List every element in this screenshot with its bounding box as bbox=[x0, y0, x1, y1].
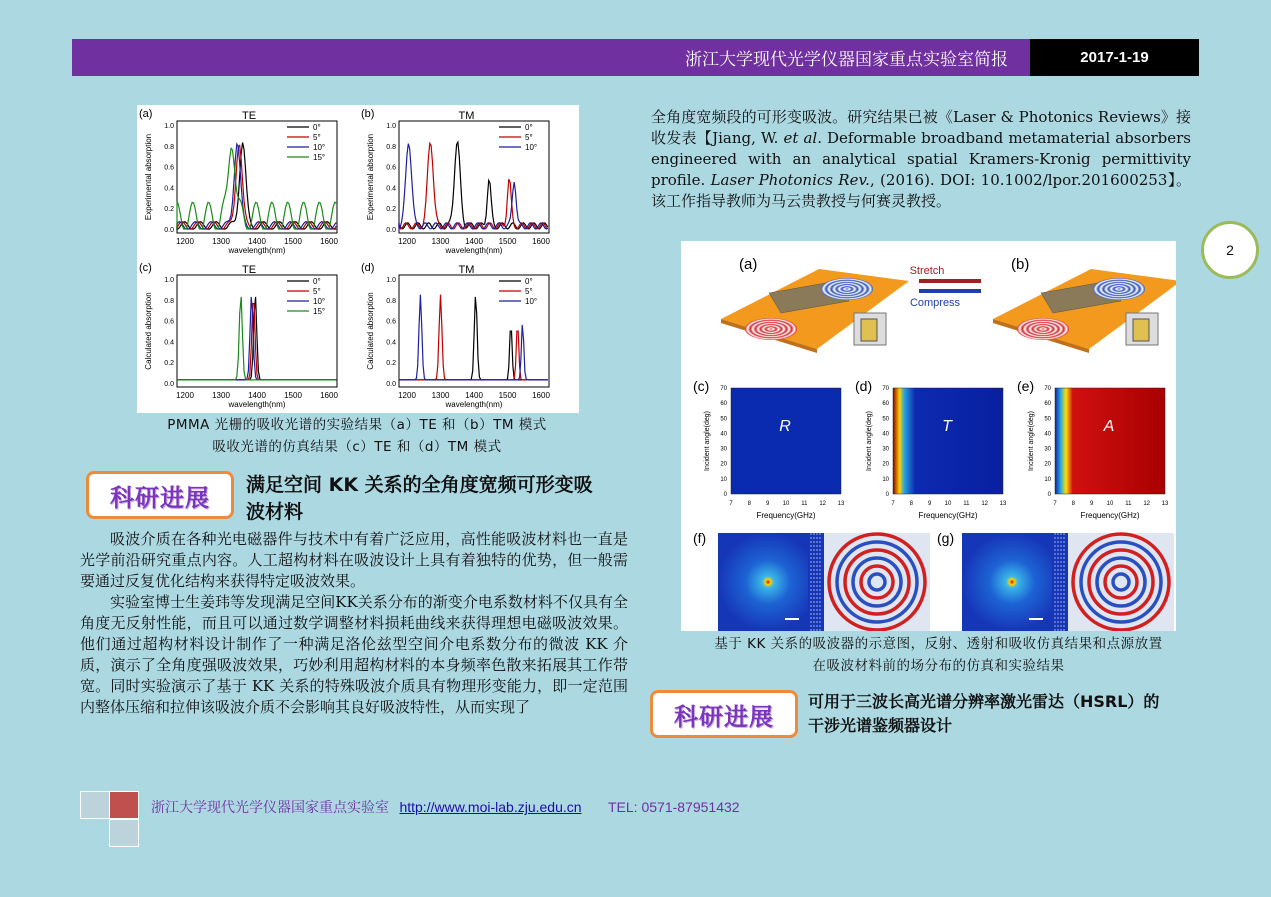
text-run: . Deformable broadband metamaterial absorbers engineered with an analytical spatial Kramers-Kronig permittivity profile. bbox=[651, 129, 1191, 189]
panel-label: (a) bbox=[739, 256, 758, 273]
x-tick-label: 1600 bbox=[532, 237, 550, 246]
x-tick-label: 1500 bbox=[498, 237, 517, 246]
x-tick-label: 10 bbox=[782, 501, 790, 507]
section2-title-line2: 干涉光谱鉴频器设计 bbox=[808, 716, 953, 735]
x-axis-label: Frequency(GHz) bbox=[756, 511, 816, 520]
figure1-caption-line2: 吸收光谱的仿真结果（c）TE 和（d）TM 模式 bbox=[212, 439, 502, 455]
y-tick-label: 1.0 bbox=[164, 123, 174, 130]
y-tick-label: 20 bbox=[720, 461, 727, 468]
x-tick-label: 1300 bbox=[212, 237, 230, 246]
absorption-spectra-plots bbox=[137, 105, 579, 413]
heatmap bbox=[1055, 388, 1165, 494]
absorption-curve bbox=[399, 142, 548, 229]
y-tick-label: 0.8 bbox=[386, 297, 396, 305]
y-tick-label: 0.4 bbox=[164, 339, 174, 347]
angle-frequency-map bbox=[1017, 378, 1169, 520]
panel-mode: TM bbox=[458, 110, 475, 122]
x-tick-label: 1200 bbox=[176, 391, 194, 400]
kk-absorber-panels bbox=[681, 241, 1176, 631]
right-column-body bbox=[651, 107, 1191, 212]
panel-mode: TE bbox=[241, 264, 257, 276]
absorption-curve bbox=[399, 143, 548, 229]
y-tick-label: 0.2 bbox=[386, 206, 396, 214]
y-tick-label: 0.0 bbox=[386, 381, 396, 388]
x-tick-label: 12 bbox=[981, 501, 989, 507]
y-tick-label: 20 bbox=[1044, 461, 1051, 468]
y-tick-label: 0.4 bbox=[386, 185, 396, 193]
x-tick-label: 1300 bbox=[431, 237, 450, 246]
x-tick-label: 1200 bbox=[398, 391, 416, 400]
y-tick-label: 40 bbox=[882, 431, 889, 438]
x-tick-label: 1600 bbox=[320, 237, 338, 246]
x-tick-label: 10 bbox=[944, 501, 952, 507]
x-axis-label: Frequency(GHz) bbox=[1080, 511, 1140, 520]
y-tick-label: 50 bbox=[882, 416, 889, 423]
unit-cell-resonator bbox=[861, 319, 877, 341]
y-tick-label: 0.0 bbox=[164, 381, 174, 388]
measured-field-bg bbox=[824, 533, 930, 631]
x-tick-label: 8 bbox=[747, 501, 752, 507]
x-tick-label: 12 bbox=[819, 501, 827, 507]
research-progress-badge: 科研进展 bbox=[86, 471, 234, 519]
y-tick-label: 0.8 bbox=[386, 143, 396, 151]
x-tick-label: 1200 bbox=[398, 237, 416, 246]
y-tick-label: 40 bbox=[1044, 431, 1051, 438]
y-tick-label: 0.8 bbox=[164, 297, 174, 305]
legend-label: 0° bbox=[313, 123, 321, 132]
map-letter: T bbox=[942, 418, 952, 435]
y-tick-label: 70 bbox=[882, 386, 889, 392]
figure1-caption bbox=[117, 414, 597, 458]
field-distribution bbox=[937, 530, 1174, 631]
y-tick-label: 1.0 bbox=[386, 123, 396, 130]
y-tick-label: 0.4 bbox=[164, 185, 174, 193]
section1-title-line2: 波材料 bbox=[246, 501, 304, 523]
panel-label: (c) bbox=[693, 378, 710, 394]
y-tick-label: 0 bbox=[723, 492, 727, 498]
x-tick-label: 1600 bbox=[532, 391, 550, 400]
footer-square bbox=[109, 791, 139, 819]
legend-label: 5° bbox=[313, 287, 321, 296]
panel-label: (c) bbox=[139, 262, 152, 274]
field-distribution bbox=[693, 530, 930, 631]
x-tick-label: 12 bbox=[1143, 501, 1151, 507]
text-run: , (2016). DOI: 10.1002/lpor.201600253】。该工作指导教师为马云贵教授与何赛灵教授。 bbox=[651, 171, 1192, 210]
absorption-spectra-figure bbox=[137, 105, 579, 413]
legend-label: 15° bbox=[313, 153, 326, 162]
y-axis-label: Experimental absorption bbox=[144, 133, 153, 221]
section1-paragraph-1: 吸波介质在各种光电磁器件与技术中有着广泛应用，高性能吸波材料也一直是光学前沿研究重点内容。人工超构材料在吸波设计上具有着独特的优势，但一般需要通过反复优化结构来获得特定吸波效果。 bbox=[80, 530, 628, 590]
y-tick-label: 30 bbox=[882, 446, 889, 453]
panel-label: (d) bbox=[361, 262, 375, 274]
y-tick-label: 0 bbox=[1047, 492, 1051, 498]
y-tick-label: 70 bbox=[720, 386, 727, 392]
x-tick-label: 1500 bbox=[498, 391, 517, 400]
legend-label: 10° bbox=[525, 297, 538, 306]
absorption-panel bbox=[139, 262, 338, 409]
y-tick-label: 0.4 bbox=[386, 339, 396, 347]
x-tick-label: 9 bbox=[1089, 501, 1094, 507]
x-tick-label: 1600 bbox=[320, 391, 338, 400]
y-tick-label: 0.2 bbox=[164, 360, 174, 368]
panel-label: (g) bbox=[937, 530, 955, 546]
angle-frequency-map bbox=[693, 378, 845, 520]
y-tick-label: 0.6 bbox=[386, 164, 396, 172]
research-progress-badge-2: 科研进展 bbox=[650, 690, 798, 738]
header-title: 浙江大学现代光学仪器国家重点实验室简报 bbox=[685, 50, 1008, 70]
x-tick-label: 13 bbox=[837, 501, 845, 507]
legend-label: 5° bbox=[313, 133, 321, 142]
stretch-label: Stretch bbox=[909, 265, 945, 277]
map-letter: R bbox=[779, 418, 791, 435]
kk-absorber-figure bbox=[681, 241, 1176, 631]
source-rings-red bbox=[745, 318, 797, 340]
panel-label: (a) bbox=[139, 108, 153, 120]
x-tick-label: 7 bbox=[891, 501, 895, 507]
x-tick-label: 11 bbox=[801, 501, 808, 507]
panel-label: (b) bbox=[1011, 256, 1030, 273]
source-rings-red bbox=[1017, 318, 1069, 340]
x-tick-label: 11 bbox=[1125, 501, 1132, 507]
heatmap bbox=[731, 388, 841, 494]
x-tick-label: 10 bbox=[1106, 501, 1114, 507]
y-axis-label: Calculated absorption bbox=[144, 292, 153, 370]
y-axis-label: Experimental absorption bbox=[366, 133, 375, 221]
footer-square bbox=[80, 791, 110, 819]
y-tick-label: 30 bbox=[720, 446, 727, 453]
x-tick-label: 9 bbox=[765, 501, 770, 507]
figure2-caption bbox=[666, 633, 1211, 677]
heatmap bbox=[893, 388, 1003, 494]
x-axis-label: Frequency(GHz) bbox=[918, 511, 978, 520]
y-tick-label: 30 bbox=[1044, 446, 1051, 453]
legend-label: 5° bbox=[525, 133, 533, 142]
y-tick-label: 0.8 bbox=[164, 143, 174, 151]
panel-mode: TE bbox=[241, 110, 257, 122]
y-tick-label: 0.6 bbox=[386, 318, 396, 326]
simulated-field bbox=[962, 533, 1062, 631]
y-tick-label: 0 bbox=[885, 492, 889, 498]
simulated-field bbox=[718, 533, 818, 631]
footer-url-link[interactable]: http://www.moi-lab.zju.edu.cn bbox=[399, 799, 582, 815]
absorption-panel bbox=[361, 108, 550, 255]
footer-square bbox=[109, 819, 139, 847]
absorption-panel bbox=[361, 262, 550, 409]
section1-title-line1: 满足空间 KK 关系的全角度宽频可形变吸 bbox=[246, 474, 593, 496]
x-tick-label: 1400 bbox=[248, 237, 266, 246]
x-axis-label: wavelength(nm) bbox=[445, 400, 503, 409]
y-axis-label: Calculated absorption bbox=[366, 292, 375, 370]
absorption-curve bbox=[399, 144, 548, 229]
absorption-panel bbox=[139, 108, 338, 255]
y-tick-label: 60 bbox=[720, 401, 727, 408]
x-tick-label: 1400 bbox=[465, 237, 483, 246]
y-tick-label: 60 bbox=[1044, 401, 1051, 408]
x-tick-label: 1300 bbox=[212, 391, 230, 400]
y-axis-label: Incident angle(deg) bbox=[704, 411, 711, 471]
section2-title bbox=[808, 690, 1198, 738]
page-number: 2 bbox=[1201, 221, 1259, 279]
y-tick-label: 0.2 bbox=[164, 206, 174, 214]
footer bbox=[151, 797, 740, 817]
legend-label: 0° bbox=[525, 277, 533, 286]
panel-mode: TM bbox=[458, 264, 475, 276]
legend-label: 5° bbox=[525, 287, 533, 296]
panel-label: (b) bbox=[361, 108, 375, 120]
header-date: 2017-1-19 bbox=[1030, 39, 1199, 76]
x-tick-label: 1400 bbox=[248, 391, 266, 400]
y-tick-label: 0.6 bbox=[164, 318, 174, 326]
y-tick-label: 0.0 bbox=[164, 227, 174, 234]
x-tick-label: 1300 bbox=[431, 391, 450, 400]
x-tick-label: 8 bbox=[909, 501, 914, 507]
panel-label: (f) bbox=[693, 530, 707, 546]
x-tick-label: 13 bbox=[1161, 501, 1169, 507]
map-letter: A bbox=[1103, 418, 1115, 435]
source-rings-blue bbox=[1093, 278, 1145, 300]
source-rings-blue bbox=[821, 278, 873, 300]
y-tick-label: 10 bbox=[1044, 476, 1051, 483]
y-tick-label: 50 bbox=[720, 416, 727, 423]
x-axis-label: wavelength(nm) bbox=[228, 400, 286, 409]
legend-label: 15° bbox=[313, 307, 326, 316]
x-tick-label: 8 bbox=[1071, 501, 1076, 507]
absorber-schematic bbox=[993, 256, 1176, 353]
unit-cell-resonator bbox=[1133, 319, 1149, 341]
section1-title bbox=[246, 472, 636, 526]
legend-label: 10° bbox=[313, 297, 326, 306]
header-bar bbox=[72, 39, 1030, 76]
panel-label: (e) bbox=[1017, 378, 1035, 394]
x-tick-label: 7 bbox=[1053, 501, 1057, 507]
legend-label: 10° bbox=[313, 143, 326, 152]
y-tick-label: 0.0 bbox=[386, 227, 396, 234]
section1-body bbox=[80, 529, 628, 718]
y-tick-label: 20 bbox=[882, 461, 889, 468]
legend-label: 0° bbox=[525, 123, 533, 132]
y-tick-label: 1.0 bbox=[164, 277, 174, 284]
y-axis-label: Incident angle(deg) bbox=[1028, 411, 1035, 471]
figure2-caption-line1: 基于 KK 关系的吸波器的示意图，反射、透射和吸收仿真结果和点源放置 bbox=[714, 636, 1163, 652]
figure1-caption-line1: PMMA 光栅的吸收光谱的实验结果（a）TE 和（b）TM 模式 bbox=[167, 417, 547, 433]
measured-field-bg bbox=[1068, 533, 1174, 631]
y-tick-label: 60 bbox=[882, 401, 889, 408]
x-tick-label: 7 bbox=[729, 501, 733, 507]
absorber-schematic bbox=[721, 256, 909, 353]
footer-tel: TEL: 0571-87951432 bbox=[608, 799, 740, 815]
y-tick-label: 0.2 bbox=[386, 360, 396, 368]
section1-paragraph-2: 实验室博士生姜玮等发现满足空间KK关系分布的渐变介电系数材料不仅具有全角度无反射性能，而且可以通过数学调整材料损耗曲线来获得理想电磁吸波效果。他们通过超构材料设计制作了一种满足洛伦兹型空间介电系数分布的微波 KK 介质，演示了全角度强吸波效果，巧妙利用超构材料的本身频率色散来拓展其工作带宽。同时实验演示了基于 KK 关系的特殊吸波介质具有物理形变能力，即一定范围内整体压缩和拉伸该吸波介质不会影响其良好吸波特性，从而实现了 bbox=[80, 593, 628, 716]
x-axis-label: wavelength(nm) bbox=[445, 246, 503, 255]
x-tick-label: 1500 bbox=[284, 391, 302, 400]
legend-label: 0° bbox=[313, 277, 321, 286]
x-tick-label: 9 bbox=[927, 501, 932, 507]
legend-label: 10° bbox=[525, 143, 538, 152]
journal-name: Laser Photonics Rev. bbox=[710, 171, 870, 189]
x-tick-label: 1400 bbox=[465, 391, 483, 400]
absorber-region bbox=[808, 533, 824, 631]
angle-frequency-map bbox=[855, 378, 1007, 520]
x-tick-label: 1500 bbox=[284, 237, 302, 246]
y-tick-label: 1.0 bbox=[386, 277, 396, 284]
right-column-paragraph bbox=[651, 107, 1191, 212]
y-tick-label: 0.6 bbox=[164, 164, 174, 172]
x-axis-label: wavelength(nm) bbox=[228, 246, 286, 255]
y-tick-label: 50 bbox=[1044, 416, 1051, 423]
x-tick-label: 1200 bbox=[176, 237, 194, 246]
y-tick-label: 10 bbox=[720, 476, 727, 483]
panel-label: (d) bbox=[855, 378, 873, 394]
y-tick-label: 40 bbox=[720, 431, 727, 438]
y-tick-label: 10 bbox=[882, 476, 889, 483]
footer-lab-name: 浙江大学现代光学仪器国家重点实验室 bbox=[151, 800, 389, 816]
text-run: 全角度宽频段的可形变吸波。研究结果已被《Laser & Photonics Reviews》接收发表【Jiang, W. bbox=[651, 108, 1191, 147]
section2-title-line1: 可用于三波长高光谱分辨率激光雷达（HSRL）的 bbox=[808, 692, 1160, 711]
y-tick-label: 70 bbox=[1044, 386, 1051, 392]
figure2-caption-line2: 在吸波材料前的场分布的仿真和实验结果 bbox=[812, 658, 1065, 674]
absorber-region bbox=[1052, 533, 1068, 631]
compress-label: Compress bbox=[909, 297, 961, 309]
x-tick-label: 11 bbox=[963, 501, 970, 507]
y-axis-label: Incident angle(deg) bbox=[866, 411, 873, 471]
x-tick-label: 13 bbox=[999, 501, 1007, 507]
text-run-italic: et al bbox=[783, 129, 818, 147]
